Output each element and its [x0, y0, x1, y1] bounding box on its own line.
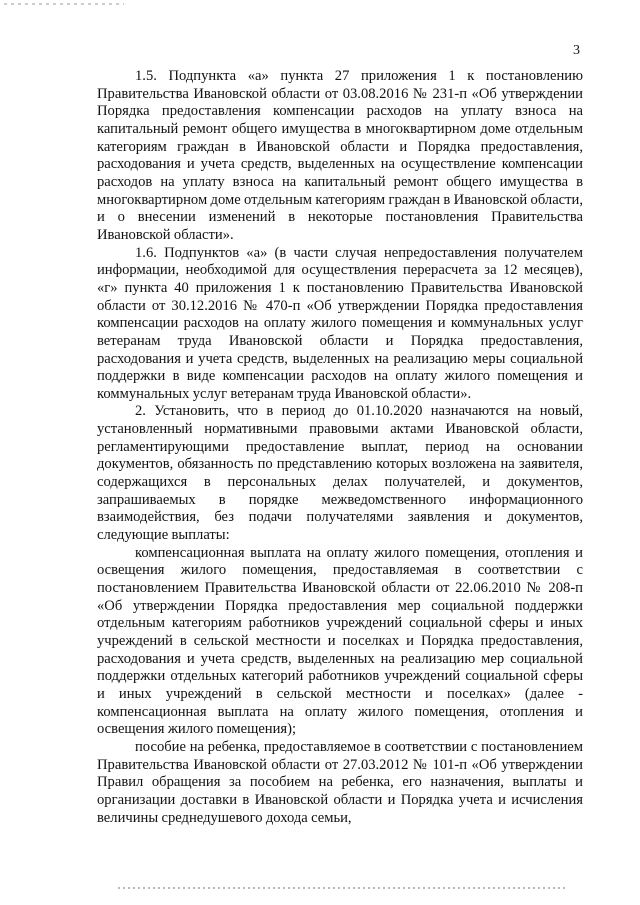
paragraph-2: 2. Установить, что в период до 01.10.2020 назначаются на новый, установленный нормативными правовыми актами Ивановской области, регламентирующими предоставление выплат, период на основании документов, обязанность по представлению которых возложена на заявителя, содержащихся в персональных делах получателей, и документов, запрашиваемых в порядке межведомственного информационного взаимодействия, без подачи получателями заявления и документов, следующие выплаты:	[97, 403, 583, 544]
paragraph-child-benefit: пособие на ребенка, предоставляемое в соответствии с постановлением Правительства Ивановской области от 27.03.2012 № 101-п «Об утверждении Правил обращения за пособием на ребенка, его назначения, выплаты и организации доставки в Ивановской области и Порядка учета и исчисления величины среднедушевого дохода семьи,	[97, 738, 583, 826]
scan-artifact-bottom	[118, 887, 568, 889]
paragraph-1-5: 1.5. Подпункта «а» пункта 27 приложения 1 к постановлению Правительства Ивановской области от 03.08.2016 № 231-п «Об утверждении Порядка предоставления компенсации расходов на уплату взноса на капитальный ремонт общего имущества в многоквартирном доме отдельным категориям граждан в Ивановской области и Порядка предоставления, расходования и учета средств, выделенных на осуществление компенсации расходов на уплату взноса на капитальный ремонт общего имущества в многоквартирном доме отдельным категориям граждан в Ивановской области, и о внесении изменений в некоторые постановления Правительства Ивановской области».	[97, 68, 583, 243]
page-number: 3	[573, 43, 580, 58]
document-body	[97, 68, 583, 827]
paragraph-compensation-payment: компенсационная выплата на оплату жилого помещения, отопления и освещения жилого помещения, предоставляемая в соответствии с постановлением Правительства Ивановской области от 22.06.2010 № 208-п «Об утверждении Порядка предоставления мер социальной поддержки отдельным категориям работников учреждений социальной сферы и иных учреждений в сельской местности и поселках и Порядка предоставления, расходования и учета средств, выделенных на реализацию мер социальной поддержки отдельных категорий работников учреждений социальной сферы и иных учреждений в сельской местности и поселках» (далее - компенсационная выплата на оплату жилого помещения, отопления и освещения жилого помещения);	[97, 544, 583, 738]
scan-artifact-top	[4, 3, 124, 5]
paragraph-1-6: 1.6. Подпунктов «а» (в части случая непредоставления получателем информации, необходимой для осуществления перерасчета за 12 месяцев), «г» пункта 40 приложения 1 к постановлению Правительства Ивановской области от 30.12.2016 № 470-п «Об утверждении Порядка предоставления компенсации расходов на оплату жилого помещения и коммунальных услуг ветеранам труда Ивановской области и Порядка предоставления, расходования и учета средств, выделенных на реализацию меры социальной поддержки в виде компенсации расходов на оплату жилого помещения и коммунальных услуг ветеранам труда Ивановской области».	[97, 244, 583, 402]
